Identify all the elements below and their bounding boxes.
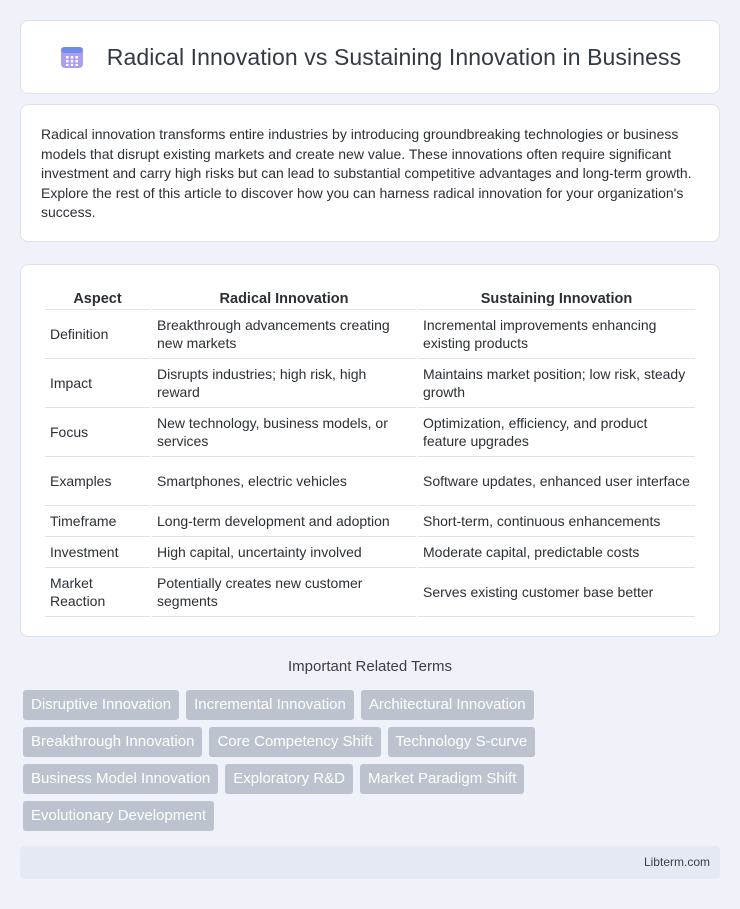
related-term-tag[interactable]: Architectural Innovation <box>361 690 534 720</box>
calendar-icon <box>59 44 85 70</box>
table-row <box>45 359 695 408</box>
table-row <box>45 506 695 537</box>
table-cell: Timeframe <box>45 506 150 537</box>
related-terms-title: Important Related Terms <box>288 658 452 675</box>
table-cell: Short-term, continuous enhancements <box>418 506 695 537</box>
footer-brand-link[interactable]: Libterm.com <box>643 855 710 869</box>
related-term-tag[interactable]: Market Paradigm Shift <box>360 764 524 794</box>
column-header: Radical Innovation <box>152 285 416 310</box>
table-cell: Optimization, efficiency, and product feature upgrades <box>418 408 695 457</box>
table-header-row <box>45 285 695 310</box>
table-cell: Long-term development and adoption <box>152 506 416 537</box>
table-row <box>45 310 695 359</box>
table-cell: Focus <box>45 408 150 457</box>
footer <box>20 846 720 879</box>
related-term-tag[interactable]: Exploratory R&D <box>225 764 353 794</box>
page-title: Radical Innovation vs Sustaining Innovation in Business <box>106 43 682 70</box>
table-cell: Software updates, enhanced user interface <box>418 457 695 506</box>
table-cell: Potentially creates new customer segments <box>152 568 416 617</box>
related-term-tag[interactable]: Disruptive Innovation <box>23 690 179 720</box>
table-row <box>45 568 695 617</box>
table-cell: Investment <box>45 537 150 568</box>
table-cell: Moderate capital, predictable costs <box>418 537 695 568</box>
related-terms-list <box>23 690 583 838</box>
related-term-tag[interactable]: Incremental Innovation <box>186 690 354 720</box>
table-row <box>45 408 695 457</box>
column-header: Sustaining Innovation <box>418 285 695 310</box>
related-term-tag[interactable]: Breakthrough Innovation <box>23 727 202 757</box>
related-term-tag[interactable]: Evolutionary Development <box>23 801 214 831</box>
comparison-table <box>43 285 697 617</box>
table-cell: Smartphones, electric vehicles <box>152 457 416 506</box>
table-cell: Definition <box>45 310 150 359</box>
table-cell: Serves existing customer base better <box>418 568 695 617</box>
intro-card <box>20 104 720 242</box>
intro-text: Radical innovation transforms entire industries by introducing groundbreaking technologies or business models that disrupt existing markets and create new value. These innovations often require significant investment and carry high risks but can lead to substantial competitive advantages and long-term growth. Explore the rest of this article to discover how you can harness radical innovation for your organization's success. <box>41 126 692 221</box>
table-cell: Examples <box>45 457 150 506</box>
table-cell: New technology, business models, or services <box>152 408 416 457</box>
table-cell: Maintains market position; low risk, steady growth <box>418 359 695 408</box>
related-term-tag[interactable]: Business Model Innovation <box>23 764 218 794</box>
related-term-tag[interactable]: Technology S-curve <box>388 727 536 757</box>
table-row <box>45 537 695 568</box>
column-header: Aspect <box>45 285 150 310</box>
related-term-tag[interactable]: Core Competency Shift <box>209 727 380 757</box>
table-cell: Impact <box>45 359 150 408</box>
table-cell: Disrupts industries; high risk, high reward <box>152 359 416 408</box>
table-cell: Incremental improvements enhancing existing products <box>418 310 695 359</box>
table-cell: Breakthrough advancements creating new markets <box>152 310 416 359</box>
table-cell: High capital, uncertainty involved <box>152 537 416 568</box>
table-cell: Market Reaction <box>45 568 150 617</box>
header-card <box>20 20 720 94</box>
table-row <box>45 457 695 506</box>
comparison-card <box>20 264 720 637</box>
